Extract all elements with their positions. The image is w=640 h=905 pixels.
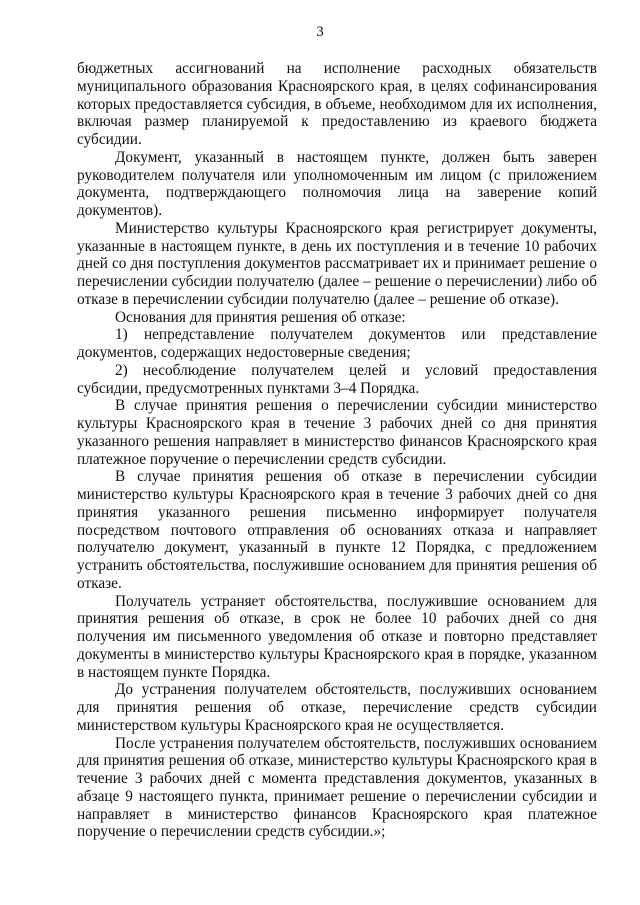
paragraph-recipient-remedy: Получатель устраняет обстоятельства, послужившие основанием для принятия решения об отказе, в срок не более 10 рабочих дней со дня получения им письменного уведомления об отказе и повторно представляет документы в министерство культуры Красноярского края в порядке, указанном в настоящем пункте Порядка. — [77, 592, 597, 681]
page-number: 3 — [316, 24, 324, 40]
paragraph-refusal-ground-2: 2) несоблюдение получателем целей и условий предоставления субсидии, предусмотренных пунктами 3–4 Порядка. — [77, 361, 597, 397]
paragraph-budget-allocations: бюджетных ассигнований на исполнение расходных обязательств муниципального образования Красноярского края, в целях софинансирования которых предоставляется субсидия, в объеме, необходимом для их исполнения, включая размер планируемой к предоставлению из краевого бюджета субсидии. — [77, 60, 597, 148]
paragraph-refusal-grounds-heading: Основания для принятия решения об отказе: — [115, 308, 406, 326]
paragraph-refusal-decision: В случае принятия решения об отказе в перечислении субсидии министерство культуры Красноярского края в течение 3 рабочих дней со дня принятия указанного решения письменно информирует получателя посредством почтового отправления об основаниях отказа и направляет получателю документ, указанный в пункте 12 Порядка, с предложением устранить обстоятельства, послужившие основанием для принятия решения об отказе. — [77, 468, 597, 592]
paragraph-no-transfer-until-remedy: До устранения получателем обстоятельств, послуживших основанием для принятия решения об отказе, перечисление средств субсидии министерством культуры Красноярского края не осуществляется. — [77, 681, 597, 734]
document-body — [77, 60, 597, 841]
paragraph-document-certification: Документ, указанный в настоящем пункте, должен быть заверен руководителем получателя или уполномоченным им лицом (с приложением документа, подтверждающего полномочия лица на заверение копий документов). — [77, 148, 597, 219]
paragraph-refusal-ground-1: 1) непредставление получателем документов или представление документов, содержащих недостоверные сведения; — [77, 326, 597, 361]
paragraph-registration: Министерство культуры Красноярского края регистрирует документы, указанные в настоящем пункте, в день их поступления и в течение 10 рабочих дней со дня поступления документов рассматривает их и принимает решение о перечислении субсидии получателю (далее – решение о перечислении) либо об отказе в перечислении субсидии получателю (далее – решение об отказе). — [77, 219, 597, 308]
paragraph-transfer-decision: В случае принятия решения о перечислении субсидии министерство культуры Красноярского края в течение 3 рабочих дней со дня принятия указанного решения направляет в министерство финансов Красноярского края платежное поручение о перечислении средств субсидии. — [77, 397, 597, 468]
paragraph-after-remedy: После устранения получателем обстоятельств, послуживших основанием для принятия решения об отказе, министерство культуры Красноярского края в течение 3 рабочих дней с момента представления документов, указанных в абзаце 9 настоящего пункта, принимает решение о перечислении субсидии и направляет в министерство финансов Красноярского края платежное поручение о перечислении средств субсидии.»; — [77, 734, 597, 841]
